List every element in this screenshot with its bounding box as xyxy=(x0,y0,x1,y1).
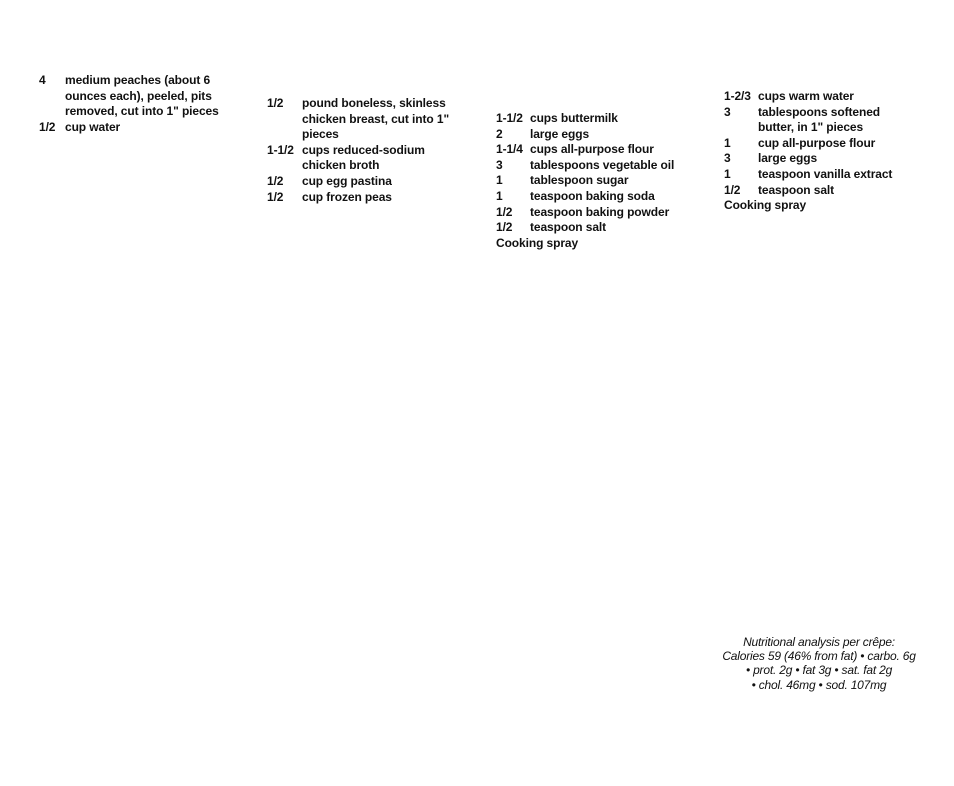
ingredient-row xyxy=(267,96,467,143)
ingredient-description: cups all-purpose flour xyxy=(530,142,654,157)
ingredient-row xyxy=(724,167,934,183)
ingredient-row xyxy=(267,143,467,174)
ingredient-quantity: 1/2 xyxy=(267,96,284,110)
ingredient-quantity: 2 xyxy=(496,126,503,141)
ingredient-description: tablespoons softened butter, in 1" pieces xyxy=(758,104,881,135)
ingredient-quantity: 1/2 xyxy=(267,189,284,204)
ingredient-quantity: 1 xyxy=(496,173,503,188)
ingredient-quantity: 1 xyxy=(724,166,731,181)
ingredient-description: tablespoon sugar xyxy=(530,173,629,188)
ingredient-description: teaspoon salt xyxy=(758,182,835,197)
ingredient-description: teaspoon vanilla extract xyxy=(758,166,893,181)
ingredient-description: medium peaches (about 6 ounces each), peeled, pits removed, cut into 1" pieces xyxy=(65,73,219,119)
ingredient-note: Cooking spray xyxy=(496,235,579,250)
ingredient-quantity: 1/2 xyxy=(724,182,741,197)
ingredient-row xyxy=(267,190,467,206)
ingredient-quantity: 3 xyxy=(724,104,731,119)
nutrition-heading: Nutritional analysis per crêpe: xyxy=(743,635,895,649)
ingredient-row xyxy=(496,173,706,189)
ingredient-row xyxy=(724,105,934,136)
ingredient-quantity: 1/2 xyxy=(496,220,513,235)
ingredient-row xyxy=(267,174,467,190)
ingredient-row xyxy=(496,142,706,158)
nutrition-line: • prot. 2g • fat 3g • sat. fat 2g xyxy=(745,663,893,678)
ingredient-quantity: 1 xyxy=(496,188,503,203)
ingredient-quantity: 1/2 xyxy=(496,204,513,219)
ingredient-row xyxy=(724,136,934,152)
ingredient-extra xyxy=(724,198,934,214)
ingredient-quantity: 1 xyxy=(724,135,731,150)
ingredient-row xyxy=(496,220,706,236)
ingredient-row xyxy=(496,127,706,143)
ingredient-description: large eggs xyxy=(758,151,818,166)
ingredient-description: teaspoon baking soda xyxy=(530,188,655,203)
ingredient-description: tablespoons vegetable oil xyxy=(530,157,675,172)
ingredient-list-crepes xyxy=(724,89,934,214)
ingredient-row xyxy=(496,111,706,127)
ingredient-description: teaspoon salt xyxy=(530,220,607,235)
nutrition-line: • chol. 46mg • sod. 107mg xyxy=(751,677,887,692)
ingredient-list-peaches xyxy=(39,73,239,135)
ingredient-quantity: 1-2/3 xyxy=(724,89,751,103)
nutrition-analysis xyxy=(716,635,922,692)
ingredient-row xyxy=(496,205,706,221)
ingredient-description: teaspoon baking powder xyxy=(530,204,670,219)
ingredient-row xyxy=(39,73,239,120)
ingredient-quantity: 1/2 xyxy=(267,173,284,188)
ingredient-description: cup all-purpose flour xyxy=(758,135,876,150)
ingredient-row xyxy=(724,151,934,167)
ingredient-description: cups reduced-sodium chicken broth xyxy=(302,142,425,173)
ingredient-quantity: 4 xyxy=(39,73,46,87)
ingredient-quantity: 3 xyxy=(496,157,503,172)
nutrition-line: Calories 59 (46% from fat) • carbo. 6g xyxy=(722,649,916,664)
ingredient-description: pound boneless, skinless chicken breast, cut into 1" pieces xyxy=(302,96,450,142)
ingredient-description: cups warm water xyxy=(758,89,854,103)
ingredient-row xyxy=(496,189,706,205)
ingredient-quantity: 1-1/4 xyxy=(496,142,523,157)
ingredient-quantity: 1/2 xyxy=(39,119,56,134)
ingredient-note: Cooking spray xyxy=(724,198,807,213)
ingredient-list-chicken-soup xyxy=(267,96,467,205)
ingredient-row xyxy=(496,158,706,174)
ingredient-list-pancakes xyxy=(496,111,706,251)
ingredient-row xyxy=(724,183,934,199)
ingredient-description: cup frozen peas xyxy=(302,189,392,204)
ingredient-quantity: 1-1/2 xyxy=(496,111,523,125)
ingredient-extra xyxy=(496,236,706,252)
ingredient-description: cup egg pastina xyxy=(302,173,392,188)
ingredient-description: large eggs xyxy=(530,126,590,141)
ingredient-quantity: 1-1/2 xyxy=(267,142,294,157)
ingredient-row xyxy=(39,120,239,136)
ingredient-row xyxy=(724,89,934,105)
ingredient-description: cups buttermilk xyxy=(530,111,618,125)
ingredient-quantity: 3 xyxy=(724,151,731,166)
ingredient-description: cup water xyxy=(65,119,121,134)
